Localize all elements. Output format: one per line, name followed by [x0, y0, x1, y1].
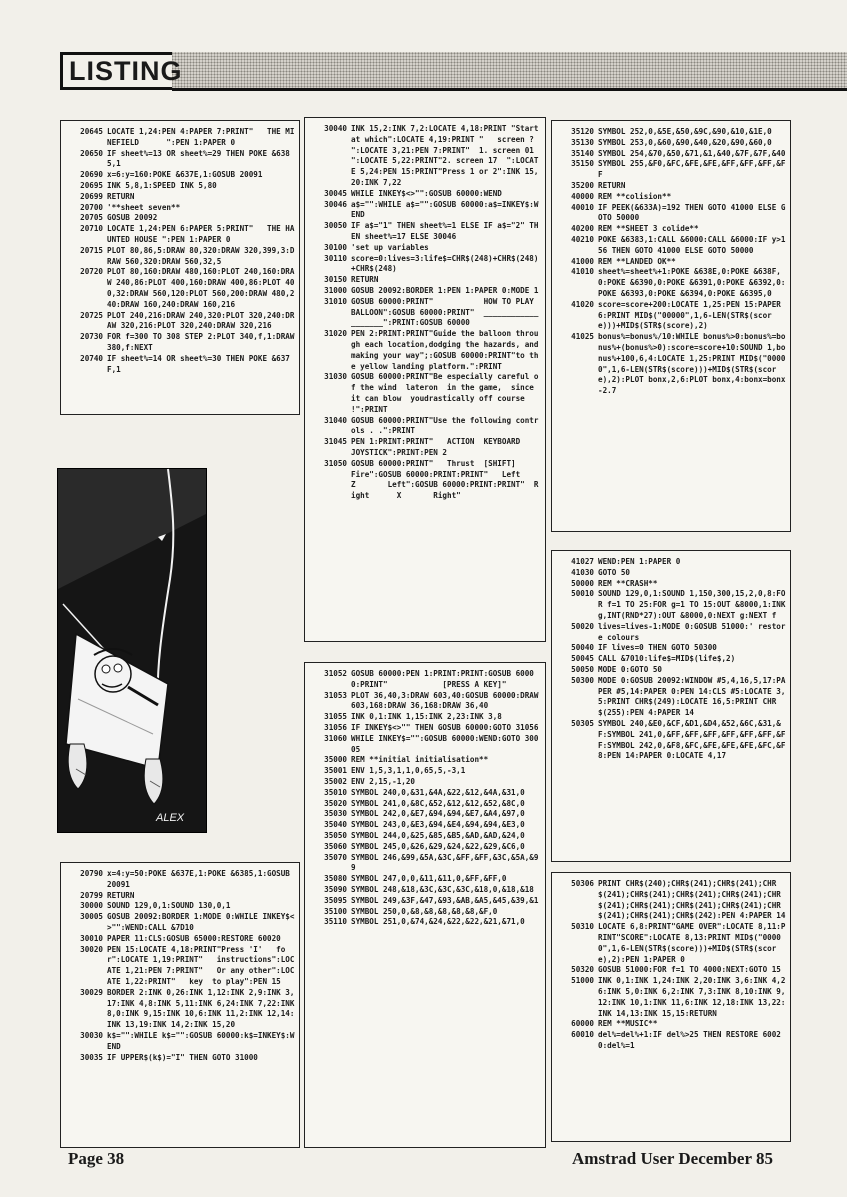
line-number: 31053 [324, 690, 347, 700]
code-line [65, 934, 295, 945]
code-line [556, 181, 786, 192]
line-number: 50010 [571, 589, 594, 599]
line-code: PEN 2:PRINT:PRINT"Guide the balloon through each location,dodging the hazards, and making your way";:GOSUB 60000:PRINT"to the yellow landing platform.":PRINT [351, 329, 544, 371]
line-code: FOR f=300 TO 308 STEP 2:PLOT 340,f,1:DRAW 380,f:NEXT [107, 332, 300, 352]
code-line [65, 246, 295, 268]
line-code: SYMBOL 246,&99,&5A,&3C,&FF,&FF,&3C,&5A,&99 [351, 852, 539, 873]
line-code: BORDER 2:INK 0,26:INK 1,12:INK 2,9:INK 3,17:INK 4,8:INK 5,11:INK 6,24:INK 7,22:INK 8,0:INK 9,15:INK 10,6:INK 11,2:INK 12,14:INK 13,19:INK 14,2:INK 15,20 [107, 987, 300, 1030]
line-number: 50300 [571, 675, 594, 685]
code-line [309, 200, 541, 222]
line-number: 20690 [80, 170, 103, 180]
line-number: 20725 [80, 310, 103, 320]
line-code: REM **SHEET 3 colide** [598, 224, 699, 234]
line-code: GOTO 50 [598, 567, 631, 577]
line-number: 30100 [324, 242, 347, 252]
line-code: IF sheet%=13 OR sheet%=29 THEN POKE &6385,1 [107, 148, 290, 169]
line-number: 30046 [324, 199, 347, 209]
line-code: SYMBOL 243,0,&E3,&94,&E4,&94,&94,&E3,0 [351, 820, 525, 830]
code-line [65, 224, 295, 246]
code-line [65, 192, 295, 203]
code-line [309, 669, 541, 691]
line-code: IF a$="1" THEN sheet%=1 ELSE IF a$="2" THEN sheet%=17 ELSE 30046 [351, 221, 539, 241]
line-number: 35090 [324, 884, 347, 894]
line-number: 35200 [571, 180, 594, 190]
line-code: IF sheet%=14 OR sheet%=30 THEN POKE &637F,1 [107, 353, 290, 374]
line-number: 30150 [324, 275, 347, 285]
line-code: '**sheet seven** [107, 202, 181, 212]
magazine-issue: Amstrad User December 85 [572, 1149, 773, 1168]
listing-box-2 [304, 117, 546, 642]
line-number: 31052 [324, 669, 347, 678]
line-code: PAPER 11:CLS:GOSUB 65000:RESTORE 60020 [107, 933, 281, 943]
line-code: SYMBOL 240,0,&31,&4A,&22,&12,&4A,&31,0 [351, 787, 525, 797]
code-line [309, 458, 548, 502]
code-line [65, 127, 295, 149]
code-line [556, 159, 786, 181]
line-number: 35100 [324, 906, 347, 916]
line-number: 31055 [324, 712, 347, 722]
line-code: INK 15,2:INK 7,2:LOCATE 4,18:PRINT "Start at which":LOCATE 4,19:PRINT " screen ? ":LOCATE 3,21:PEN 7:PRINT" 1. screen 01 ":LOCATE 5,22:PRINT"2. screen 17 ":LOCATE 5,24:PEN 15:PRINT"Press 1 or 2":INK 15,20:INK 7,22 [351, 124, 548, 187]
line-number: 50000 [571, 578, 594, 588]
code-line [309, 221, 541, 243]
line-number: 51000 [571, 976, 594, 986]
line-code: INK 0,1:INK 1,15:INK 2,23:INK 3,8 [351, 712, 502, 722]
code-line [556, 965, 786, 976]
code-line [309, 189, 541, 200]
listing-box-1 [60, 120, 300, 415]
line-number: 30050 [324, 221, 347, 231]
line-code: WHILE INKEY$<>"":GOSUB 60000:WEND [351, 188, 502, 198]
line-code: SYMBOL 252,0,&5E,&50,&9C,&90,&10,&1E,0 [598, 127, 772, 136]
line-number: 41020 [571, 299, 594, 309]
code-line [309, 275, 541, 286]
line-number: 20740 [80, 353, 103, 363]
line-code: REM **initial initialisation** [351, 755, 489, 765]
code-line [65, 354, 295, 376]
code-line [65, 945, 295, 988]
listing-box-6 [60, 862, 300, 1148]
line-code: GOSUB 60000:PEN 1:PRINT:PRINT:GOSUB 60000:PRINT" [PRESS A KEY]" [351, 669, 534, 689]
balloon-cartoon [57, 468, 207, 833]
line-number: 40010 [571, 202, 594, 212]
listing-box-4 [551, 550, 791, 862]
code-line [309, 896, 541, 907]
line-code: REM **colision** [598, 191, 672, 201]
line-code: PLOT 80,160:DRAW 480,160:PLOT 240,160:DRAW 240,86:PLOT 400,160:DRAW 400,86:PLOT 400,32:DRAW 560,120:PLOT 560,200:DRAW 480,240:DRAW 160,240:DRAW 160,216 [107, 267, 295, 309]
line-code: bonus%=bonus%/10:WHILE bonus%>0:bonus%=bonus%+(bonus%>0):score=score+10:SOUND 1,bonus%+100,6,4:LOCATE 1,25:PRINT MID$("00000",1,6-LEN(STR$(score)))+MID$(STR$(score),2):PLOT bonx,2,6:PLOT bonx,4:bonx=bonx-2.7 [598, 332, 786, 396]
line-code: MODE 0:GOSUB 20092:WINDOW #5,4,16,5,17:PAPER #5,14:PAPER 0:PEN 14:CLS #5:LOCATE 3,5:PRINT CHR$(249):LOCATE 16,5:PRINT CHR$(255):PEN 4:PAPER 14 [598, 675, 786, 718]
line-code: del%=del%+1:IF del%>25 THEN RESTORE 60020:del%=1 [598, 1030, 781, 1050]
line-number: 50040 [571, 643, 594, 653]
line-number: 35130 [571, 137, 594, 147]
line-number: 35002 [324, 776, 347, 786]
line-code: PEN 15:LOCATE 4,18:PRINT"Press 'I' for":LOCATE 1,19:PRINT" instructions":LOCATE 1,21:PEN 7:PRINT" Or any other":LOCATE 1,22:PRINT" key to play":PEN 15 [107, 944, 295, 986]
code-line [309, 712, 541, 723]
code-line [65, 912, 295, 934]
code-line [556, 127, 786, 138]
code-line [309, 766, 541, 777]
line-number: 35120 [571, 127, 594, 136]
line-number: 41025 [571, 332, 594, 342]
line-code: SYMBOL 249,&3F,&47,&93,&AB,&A5,&45,&39,&1 [351, 895, 539, 905]
line-number: 20790 [80, 869, 103, 878]
line-number: 50020 [571, 621, 594, 631]
line-number: 30000 [80, 901, 103, 911]
line-code: POKE &6383,1:CALL &6000:CALL &6000:IF y>156 THEN GOTO 41000 ELSE GOTO 50000 [598, 234, 786, 255]
line-code: SOUND 129,0,1:SOUND 130,0,1 [107, 901, 231, 911]
line-code: RETURN [107, 191, 135, 201]
line-code: IF INKEY$<>"" THEN GOSUB 60000:GOTO 31056 [351, 722, 539, 732]
code-line [65, 181, 295, 192]
line-code: GOSUB 60000:PRINT"Use the following controls . .":PRINT [351, 415, 539, 436]
code-line [556, 622, 786, 644]
line-code: GOSUB 20092:BORDER 1:MODE 0:WHILE INKEY$<>"":WEND:CALL &7D10 [107, 912, 295, 932]
line-code: LOCATE 1,24:PEN 6:PAPER 5:PRINT" THE HAUNTED HOUSE ":PEN 1:PAPER 0 [107, 224, 295, 244]
line-number: 20700 [80, 202, 103, 212]
code-line [65, 891, 295, 902]
line-number: 31000 [324, 285, 347, 295]
code-line [65, 869, 295, 891]
code-line [309, 907, 541, 918]
line-code: REM **MUSIC** [598, 1019, 658, 1029]
line-code: IF PEEK(&633A)=192 THEN GOTO 41000 ELSE GOTO 50000 [598, 202, 786, 223]
line-number: 31056 [324, 722, 347, 732]
line-number: 60000 [571, 1019, 594, 1029]
code-line [556, 1019, 786, 1030]
line-code: IF UPPER$(k$)="I" THEN GOTO 31000 [107, 1052, 258, 1062]
code-line [65, 311, 295, 333]
code-line [556, 557, 786, 568]
line-number: 35095 [324, 895, 347, 905]
code-line [65, 332, 300, 354]
line-code: PEN 1:PRINT:PRINT" ACTION KEYBOARD JOYSTICK":PRINT:PEN 2 [351, 437, 544, 457]
code-line [309, 799, 541, 810]
line-code: REM **CRASH** [598, 578, 658, 588]
line-number: 31060 [324, 733, 347, 743]
line-code: GOSUB 20092 [107, 213, 158, 223]
code-line [309, 416, 541, 438]
line-code: SYMBOL 245,0,&26,&29,&24,&22,&29,&C6,0 [351, 841, 525, 851]
code-line [556, 138, 786, 149]
line-code: INK 0,1:INK 1,24:INK 2,20:INK 3,6:INK 4,26:INK 5,0:INK 6,2:INK 7,3:INK 8,10:INK 9,12:INK 10,1:INK 11,6:INK 12,18:INK 13,22:INK 14,13:INK 15,15:RETURN [598, 976, 786, 1018]
line-code: SYMBOL 255,&F0,&FC,&FE,&FE,&FF,&FF,&FF,&FF [598, 159, 786, 180]
line-number: 30005 [80, 912, 103, 922]
line-code: PLOT 80,86,5:DRAW 80,320:DRAW 320,399,3:DRAW 560,320:DRAW 560,32,5 [107, 245, 295, 266]
line-number: 41030 [571, 567, 594, 577]
code-line [309, 254, 541, 276]
line-number: 30045 [324, 188, 347, 198]
code-line [556, 203, 786, 225]
line-number: 31010 [324, 296, 347, 306]
line-number: 35000 [324, 755, 347, 765]
code-line [556, 1030, 786, 1052]
line-code: GOSUB 60000:PRINT" HOW TO PLAY BALLOON":GOSUB 60000:PRINT" ___________________":PRINT:GOSUB 60000 [351, 296, 539, 328]
line-number: 35150 [571, 159, 594, 169]
code-line [309, 874, 541, 885]
line-number: 35010 [324, 787, 347, 797]
line-code: k$="":WHILE k$="":GOSUB 60000:k$=INKEY$:WEND [107, 1030, 295, 1051]
code-line [65, 987, 300, 1031]
code-line [309, 286, 541, 297]
code-line [309, 372, 541, 415]
line-code: SYMBOL 253,0,&60,&90,&40,&20,&90,&60,0 [598, 137, 772, 147]
line-number: 60010 [571, 1030, 594, 1040]
line-code: SYMBOL 250,0,&8,&8,&8,&8,&8,&F,0 [351, 906, 498, 916]
line-number: 41027 [571, 557, 594, 566]
code-line [65, 149, 295, 171]
line-number: 40000 [571, 191, 594, 201]
code-line [556, 879, 786, 922]
code-line [309, 820, 541, 831]
line-code: SYMBOL 241,0,&8C,&52,&12,&12,&52,&8C,0 [351, 798, 525, 808]
code-line [556, 589, 791, 621]
code-line [309, 297, 541, 329]
line-number: 30029 [80, 987, 103, 997]
cartoon-illustration [58, 469, 206, 832]
line-number: 30030 [80, 1030, 103, 1040]
code-line [309, 842, 541, 853]
code-line [556, 676, 786, 719]
line-number: 35060 [324, 841, 347, 851]
line-code: sheet%=sheet%+1:POKE &638E,0:POKE &638F,0:POKE &6390,0:POKE &6391,0:POKE &6392,0:POKE &6393,0:POKE &6394,0:POKE &6395,0 [598, 267, 786, 298]
line-number: 35001 [324, 766, 347, 776]
code-line [556, 149, 786, 160]
line-code: RETURN [598, 180, 626, 190]
line-code: x=4:y=50:POKE &637E,1:POKE &6385,1:GOSUB 20091 [107, 869, 295, 889]
code-line [309, 853, 541, 875]
line-number: 20710 [80, 224, 103, 234]
line-number: 31050 [324, 458, 347, 468]
code-line [556, 257, 786, 268]
line-code: SYMBOL 254,&70,&50,&71,&1,&40,&7F,&7F,&40 [598, 148, 786, 158]
line-code: WEND:PEN 1:PAPER 0 [598, 557, 681, 566]
code-line [65, 203, 295, 214]
code-line [309, 788, 541, 799]
line-number: 20695 [80, 180, 103, 190]
listing-header-label: LISTING [60, 52, 172, 90]
code-line [556, 235, 786, 257]
listing-box-3 [551, 120, 791, 532]
line-number: 20650 [80, 148, 103, 158]
code-line [309, 243, 541, 254]
line-number: 35110 [324, 917, 347, 927]
code-line [556, 332, 786, 397]
line-number: 20799 [80, 890, 103, 900]
code-line [556, 643, 786, 654]
line-code: GOSUB 60000:PRINT" Thrust [SHIFT] Fire":GOSUB 60000:PRINT:PRINT" Left Z Left":GOSUB 60000:PRINT:PRINT" Right X Right" [351, 458, 548, 501]
line-code: lives=lives-1:MODE 0:GOSUB 51000:' restore colours [598, 621, 786, 642]
code-line [556, 267, 786, 299]
line-number: 20699 [80, 191, 103, 201]
line-code: ENV 1,5,3,1,1,0,65,5,-3,1 [351, 766, 466, 776]
code-line [309, 723, 541, 734]
code-line [556, 192, 786, 203]
line-number: 35020 [324, 798, 347, 808]
code-line [309, 734, 541, 756]
line-code: REM **LANDED OK** [598, 256, 676, 266]
line-number: 31030 [324, 372, 347, 382]
line-number: 31045 [324, 437, 347, 447]
page-number: Page 38 [68, 1149, 125, 1168]
line-number: 35050 [324, 830, 347, 840]
line-code: score=0:lives=3:life$=CHR$(248)+CHR$(248)+CHR$(248) [351, 253, 539, 274]
line-number: 31020 [324, 329, 347, 339]
line-code: CALL &7010:life$=MID$(life$,2) [598, 654, 736, 664]
line-number: 41010 [571, 267, 594, 277]
line-code: 'set up variables [351, 242, 429, 252]
code-line [309, 831, 541, 842]
line-code: MODE 0:GOTO 50 [598, 664, 663, 674]
line-code: SYMBOL 248,&18,&3C,&3C,&3C,&18,0,&18,&18 [351, 884, 534, 894]
line-code: INK 5,8,1:SPEED INK 5,80 [107, 180, 217, 190]
line-code: WHILE INKEY$="":GOSUB 60000:WEND:GOTO 30005 [351, 733, 539, 754]
line-number: 20715 [80, 245, 103, 255]
code-line [556, 300, 786, 332]
line-code: RETURN [107, 890, 135, 900]
line-code: SYMBOL 242,0,&E7,&94,&94,&E7,&A4,&97,0 [351, 809, 525, 819]
line-number: 30040 [324, 124, 347, 133]
line-code: SYMBOL 251,0,&74,&24,&22,&22,&21,&71,0 [351, 917, 525, 927]
code-line [309, 777, 541, 788]
code-line [556, 654, 786, 665]
code-line [65, 170, 295, 181]
cartoon-signature: ALEX [156, 812, 185, 824]
line-number: 30010 [80, 933, 103, 943]
code-line [556, 579, 786, 590]
code-line [309, 885, 541, 896]
line-code: ENV 2,15,-1,20 [351, 776, 416, 786]
line-number: 50305 [571, 718, 594, 728]
line-code: SYMBOL 240,&E0,&CF,&D1,&D4,&52,&6C,&31,&F:SYMBOL 241,0,&FF,&FF,&FF,&FF,&FF,&FF,&FF:SYMBOL 242,0,&F8,&FC,&FE,&FE,&FE,&FC,&F8:PEN 14:PAPER 0:LOCATE 4,17 [598, 718, 786, 761]
code-line [309, 755, 541, 766]
code-line [556, 568, 786, 579]
line-number: 50050 [571, 664, 594, 674]
line-number: 20705 [80, 213, 103, 223]
code-line [556, 719, 786, 762]
code-line [65, 1031, 295, 1053]
line-code: IF lives=0 THEN GOTO 50300 [598, 643, 717, 653]
line-number: 30035 [80, 1052, 103, 1062]
code-line [556, 665, 786, 676]
line-code: PRINT CHR$(240);CHR$(241);CHR$(241);CHR$(241);CHR$(241);CHR$(241);CHR$(241);CHR$(241);CHR$(241);CHR$(241);CHR$(241);CHR$(241);CHR$(241);CHR$(242):PEN 4:PAPER 14 [598, 879, 786, 921]
line-code: SOUND 129,0,1:SOUND 1,150,300,15,2,0,8:FOR f=1 TO 25:FOR g=1 TO 15:OUT &8000,1:INK g,INT(RND*27):OUT &8000,0:NEXT g:NEXT f [598, 589, 791, 620]
code-line [556, 976, 786, 1019]
line-code: PLOT 240,216:DRAW 240,320:PLOT 320,240:DRAW 320,216:PLOT 320,240:DRAW 320,216 [107, 310, 295, 331]
code-line [309, 329, 544, 372]
line-code: GOSUB 20092:BORDER 1:PEN 1:PAPER 0:MODE 1 [351, 285, 539, 295]
line-code: LOCATE 1,24:PEN 4:PAPER 7:PRINT" THE MINEFIELD ":PEN 1:PAPER 0 [107, 127, 295, 147]
code-line [65, 267, 295, 310]
line-code: RETURN [351, 275, 379, 285]
line-code: GOSUB 51000:FOR f=1 TO 4000:NEXT:GOTO 15 [598, 965, 781, 975]
listing-box-7 [551, 872, 791, 1142]
line-number: 40210 [571, 234, 594, 244]
line-number: 20730 [80, 332, 103, 342]
line-number: 35070 [324, 852, 347, 862]
line-code: a$="":WHILE a$="":GOSUB 60000:a$=INKEY$:WEND [351, 199, 539, 220]
line-code: SYMBOL 247,0,0,&11,&11,0,&FF,&FF,0 [351, 874, 507, 884]
code-line [309, 124, 548, 189]
line-number: 50045 [571, 654, 594, 664]
line-number: 30110 [324, 253, 347, 263]
code-line [309, 437, 544, 459]
line-number: 31040 [324, 415, 347, 425]
code-line [309, 809, 541, 820]
line-code: GOSUB 60000:PRINT"Be especially careful of the wind lateron in the game, since it can blow youdrastically off course !":PRINT [351, 372, 539, 414]
line-number: 40200 [571, 224, 594, 234]
listing-box-5 [304, 662, 546, 1148]
line-number: 35030 [324, 809, 347, 819]
code-line [556, 922, 786, 965]
line-code: score=score+200:LOCATE 1,25:PEN 15:PAPER 6:PRINT MID$("00000",1,6-LEN(STR$(score)))+MID$(STR$(score),2) [598, 299, 786, 331]
code-line [556, 224, 786, 235]
line-number: 50306 [571, 879, 594, 888]
code-line [309, 690, 544, 713]
code-line [65, 1053, 295, 1064]
code-line [309, 917, 541, 928]
code-line [65, 213, 295, 224]
line-number: 35040 [324, 820, 347, 830]
header-rule [172, 88, 847, 91]
line-code: x=6:y=160:POKE &637E,1:GOSUB 20091 [107, 170, 263, 180]
line-number: 41000 [571, 256, 594, 266]
line-number: 30020 [80, 944, 103, 954]
line-number: 35080 [324, 874, 347, 884]
line-code: LOCATE 6,8:PRINT"GAME OVER":LOCATE 8,11:PRINT"SCORE":LOCATE 8,13:PRINT MID$("00000",1,6-LEN(STR$(score)))+MID$(STR$(score),2):PEN 1:PAPER 0 [598, 922, 786, 964]
code-line [65, 901, 295, 912]
line-code: SYMBOL 244,0,&25,&85,&B5,&AD,&AD,&24,0 [351, 830, 525, 840]
line-number: 20720 [80, 267, 103, 277]
line-number: 35140 [571, 148, 594, 158]
line-number: 20645 [80, 127, 103, 136]
line-number: 50320 [571, 965, 594, 975]
line-code: PLOT 36,40,3:DRAW 603,40:GOSUB 60000:DRAW 603,168:DRAW 36,168:DRAW 36,40 [351, 690, 544, 711]
line-number: 50310 [571, 922, 594, 932]
